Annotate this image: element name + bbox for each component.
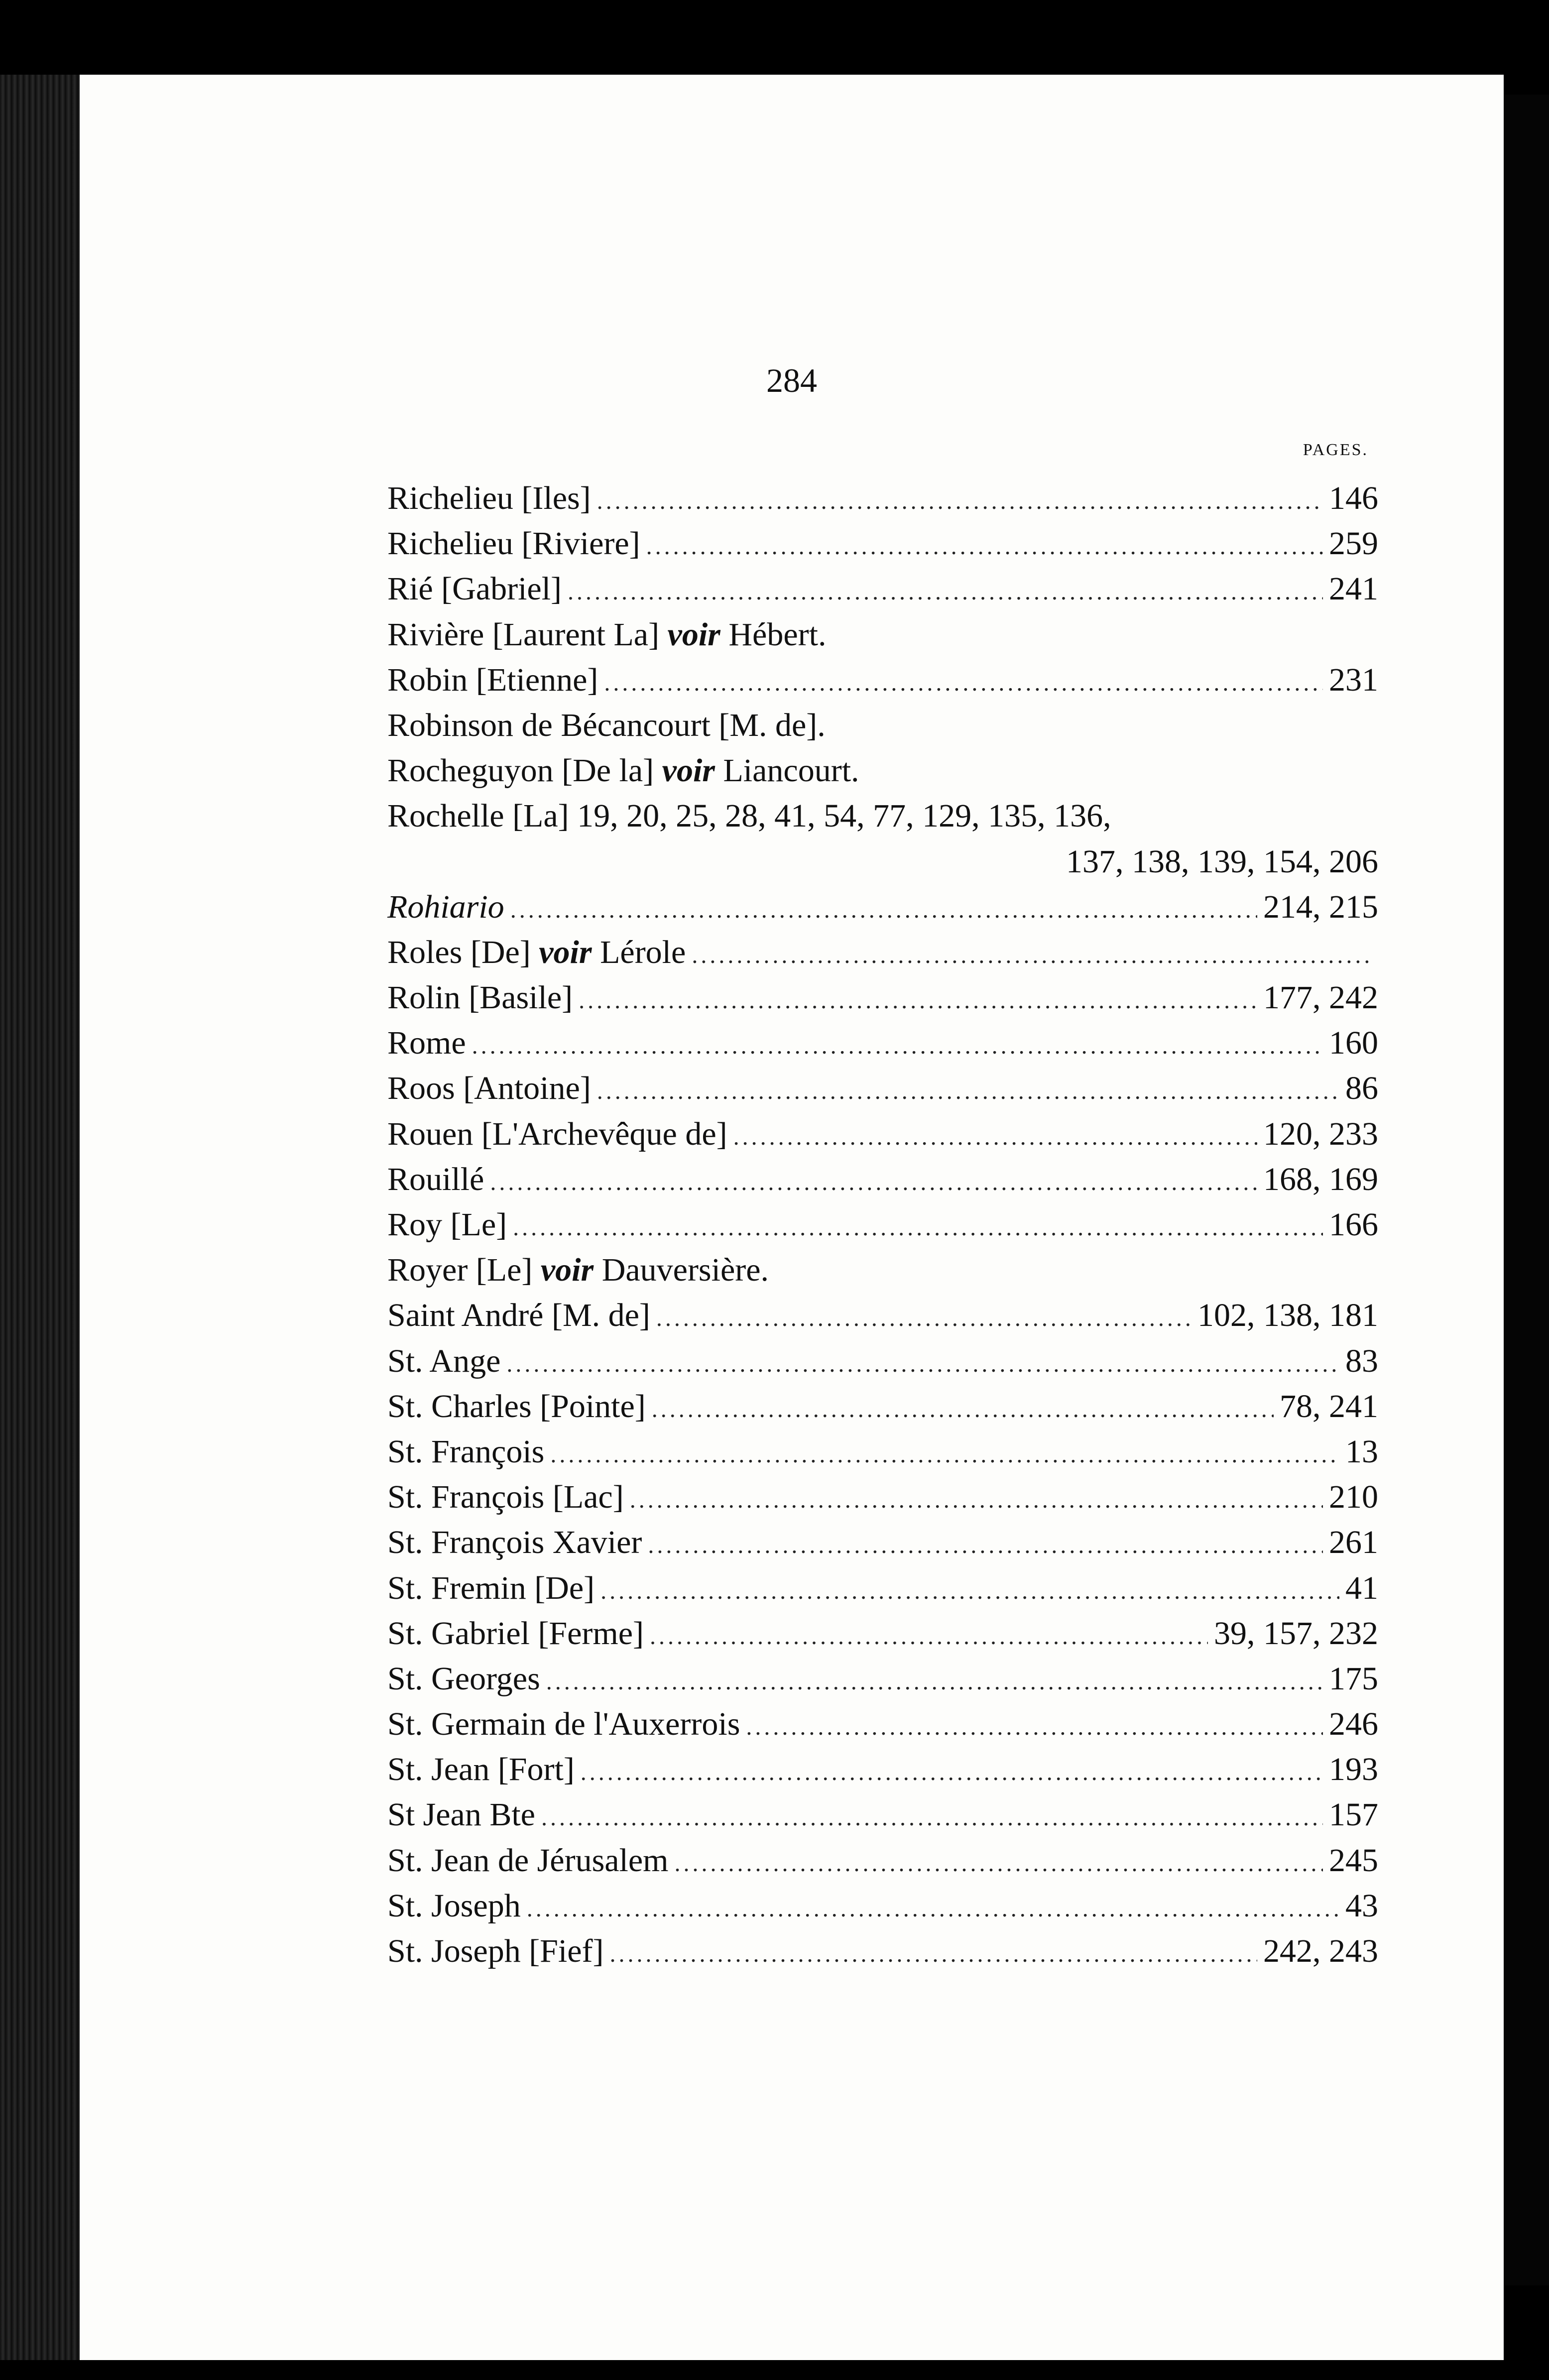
leader-dots	[733, 1114, 1257, 1160]
leader-dots	[490, 1160, 1257, 1205]
index-entry	[387, 1429, 1378, 1474]
leader-dots	[579, 978, 1257, 1023]
entry-name	[387, 793, 1111, 838]
entry-pages: 146	[1329, 480, 1378, 516]
leader-dots	[510, 887, 1257, 933]
entry-name	[387, 1701, 740, 1747]
page-number: 284	[766, 361, 817, 399]
index-entry	[387, 1565, 1378, 1611]
leader-dots	[527, 1886, 1339, 1931]
entry-pages: 210	[1329, 1479, 1378, 1516]
entry-name	[387, 1293, 650, 1338]
entry-pages: 242, 243	[1263, 1933, 1378, 1969]
pages-column-header: PAGES.	[1303, 441, 1368, 459]
index-entry	[387, 612, 1378, 657]
entry-pages: 231	[1329, 661, 1378, 698]
leader-dots	[656, 1296, 1192, 1341]
leader-dots	[546, 1659, 1323, 1704]
leader-dots	[652, 1387, 1274, 1432]
scan-left-edge	[0, 75, 80, 2360]
entry-name-text: Robinson de Bécancourt [M. de].	[387, 707, 826, 743]
entry-name	[387, 1565, 595, 1611]
entry-name-text: Roles [De]	[387, 934, 531, 970]
entry-name-text: Richelieu [Riviere]	[387, 525, 640, 562]
entry-pages: 214, 215	[1263, 888, 1378, 925]
leader-dots	[568, 569, 1323, 614]
entry-name	[387, 930, 686, 975]
voir-word: voir	[667, 616, 720, 653]
entry-name-text: Rochelle [La] 19, 20, 25, 28, 41, 54, 77, 129, 135, 136,	[387, 798, 1111, 834]
index-entry	[387, 884, 1378, 930]
entry-name-text: Robin [Etienne]	[387, 661, 598, 698]
entry-name-text: St. Jean [Fort]	[387, 1751, 575, 1788]
leader-dots	[675, 1841, 1323, 1886]
entry-name	[387, 1792, 535, 1837]
leader-dots	[581, 1750, 1323, 1795]
entry-pages: 120, 233	[1263, 1115, 1378, 1152]
leader-dots	[472, 1023, 1323, 1069]
index-entry	[387, 1293, 1378, 1338]
entry-pages: 41	[1345, 1569, 1378, 1606]
index-entry	[387, 975, 1378, 1020]
entry-name	[387, 1611, 644, 1656]
entry-name	[387, 975, 573, 1020]
entry-name	[387, 1338, 500, 1384]
entry-name-text: Royer [Le]	[387, 1252, 533, 1289]
entry-name-text: Rocheguyon [De la]	[387, 752, 654, 789]
index-entry	[387, 1883, 1378, 1928]
entry-name	[387, 1020, 466, 1066]
leader-dots	[506, 1341, 1339, 1387]
entry-name-text: St. Jean de Jérusalem	[387, 1842, 669, 1879]
cross-reference: Liancourt.	[723, 752, 859, 789]
index-entry	[387, 1701, 1378, 1747]
cross-reference: Dauversière.	[601, 1252, 769, 1289]
index-entry	[387, 476, 1378, 521]
index-entry	[387, 521, 1378, 566]
index-entry	[387, 1520, 1378, 1565]
entry-name	[387, 1247, 769, 1293]
entry-name	[387, 1928, 603, 1974]
entry-name	[387, 884, 504, 930]
entry-pages: 166	[1329, 1206, 1378, 1243]
entry-pages: 193	[1329, 1751, 1378, 1788]
leader-dots	[648, 1523, 1323, 1568]
entry-name	[387, 1384, 646, 1429]
leader-dots	[597, 1069, 1339, 1114]
cross-reference: Hébert.	[728, 616, 827, 653]
leader-dots	[604, 660, 1323, 706]
entry-name	[387, 521, 640, 566]
entry-name-text: St. Fremin [De]	[387, 1569, 595, 1606]
entry-pages: 43	[1345, 1887, 1378, 1924]
index-entry	[387, 748, 1378, 793]
entry-name-text: St. François [Lac]	[387, 1479, 624, 1516]
entry-name-text: St. Charles [Pointe]	[387, 1388, 646, 1425]
leader-dots	[746, 1704, 1323, 1750]
index-entry	[387, 1066, 1378, 1111]
entry-pages: 245	[1329, 1842, 1378, 1879]
index-entry	[387, 1838, 1378, 1883]
entry-pages: 241	[1329, 571, 1378, 607]
index-entry	[387, 657, 1378, 703]
entry-name	[387, 566, 562, 611]
index-entry	[387, 1474, 1378, 1520]
entry-name-text: Rivière [Laurent La]	[387, 616, 660, 653]
entry-name-text: St. François	[387, 1433, 545, 1470]
entry-name-text: Saint André [M. de]	[387, 1297, 650, 1334]
index-entry	[387, 1247, 1378, 1293]
index-entry	[387, 1020, 1378, 1066]
index-entry	[387, 793, 1378, 838]
entry-name	[387, 1066, 591, 1111]
scan-right-edge	[1504, 95, 1549, 2285]
entry-pages: 246	[1329, 1706, 1378, 1743]
entry-pages: 86	[1345, 1070, 1378, 1107]
leader-dots	[609, 1931, 1257, 1977]
entry-name	[387, 748, 859, 793]
index-entry	[387, 566, 1378, 611]
entry-name-text: St. Joseph	[387, 1887, 521, 1924]
entry-name	[387, 1157, 484, 1202]
entry-name	[387, 1883, 521, 1928]
book-page	[80, 75, 1504, 2360]
entry-name-text: Rome	[387, 1025, 466, 1062]
entry-pages: 78, 241	[1280, 1388, 1378, 1425]
entry-name-text: St. Gabriel [Ferme]	[387, 1615, 644, 1652]
leader-dots	[630, 1477, 1323, 1523]
leader-dots	[513, 1205, 1323, 1250]
voir-word: voir	[540, 1252, 594, 1289]
index-entry	[387, 1157, 1378, 1202]
index-entry	[387, 930, 1378, 975]
leader-dots	[600, 1568, 1339, 1614]
index-entries	[387, 476, 1378, 1974]
entry-pages: 39, 157, 232	[1214, 1615, 1378, 1652]
index-entry	[387, 1611, 1378, 1656]
leader-dots	[597, 478, 1323, 524]
entry-name-text: Rié [Gabriel]	[387, 571, 562, 607]
entry-pages: 157	[1329, 1796, 1378, 1833]
entry-name	[387, 1474, 624, 1520]
entry-pages: 259	[1329, 525, 1378, 562]
leader-dots	[541, 1795, 1323, 1840]
voir-word: voir	[662, 752, 715, 789]
index-entry	[387, 839, 1378, 884]
leader-dots	[650, 1614, 1208, 1659]
entry-name	[387, 612, 826, 657]
entry-pages: 13	[1345, 1433, 1378, 1470]
entry-name-text: St. Joseph [Fief]	[387, 1933, 604, 1969]
entry-name-text: Richelieu [Iles]	[387, 480, 591, 516]
leader-dots	[646, 524, 1323, 569]
index-entry	[387, 703, 1378, 748]
entry-pages: 177, 242	[1263, 979, 1378, 1016]
voir-word: voir	[539, 934, 592, 970]
entry-name-text: Rouen [L'Archevêque de]	[387, 1115, 727, 1152]
entry-name-text: St Jean Bte	[387, 1796, 535, 1833]
index-entry	[387, 1338, 1378, 1384]
index-entry	[387, 1928, 1378, 1974]
entry-pages: 83	[1345, 1342, 1378, 1379]
leader-dots	[692, 933, 1372, 978]
entry-name-text: Roos [Antoine]	[387, 1070, 591, 1107]
entry-name	[387, 1747, 575, 1792]
index-entry	[387, 1656, 1378, 1701]
entry-pages: 175	[1329, 1660, 1378, 1697]
entry-pages: 160	[1329, 1025, 1378, 1062]
entry-name	[387, 476, 591, 521]
entry-name	[387, 1429, 544, 1474]
cross-reference: Lérole	[600, 934, 686, 970]
index-entry	[387, 1384, 1378, 1429]
index-entry	[387, 1202, 1378, 1247]
entry-pages: 137, 138, 139, 154, 206	[1066, 843, 1378, 880]
entry-name-text: St. Georges	[387, 1660, 540, 1697]
leader-dots	[550, 1432, 1339, 1477]
index-entry	[387, 1792, 1378, 1837]
entry-name-text: Rolin [Basile]	[387, 979, 573, 1016]
index-entry	[387, 1747, 1378, 1792]
index-entry	[387, 1111, 1378, 1157]
entry-pages: 102, 138, 181	[1197, 1297, 1378, 1334]
entry-name	[387, 1202, 507, 1247]
entry-pages: 261	[1329, 1524, 1378, 1561]
entry-name-text: Rouillé	[387, 1161, 484, 1197]
entry-name	[387, 1656, 540, 1701]
entry-name-text: Rohiario	[387, 888, 504, 925]
entry-name-text: St. Germain de l'Auxerrois	[387, 1706, 740, 1743]
entry-name	[387, 1838, 669, 1883]
entry-name-text: Roy [Le]	[387, 1206, 507, 1243]
entry-name	[387, 1111, 727, 1157]
entry-name	[387, 1520, 642, 1565]
entry-name-text: St. Ange	[387, 1342, 501, 1379]
entry-name	[387, 703, 826, 748]
entry-pages: 168, 169	[1263, 1161, 1378, 1197]
entry-name-text: St. François Xavier	[387, 1524, 642, 1561]
entry-name	[387, 657, 598, 703]
